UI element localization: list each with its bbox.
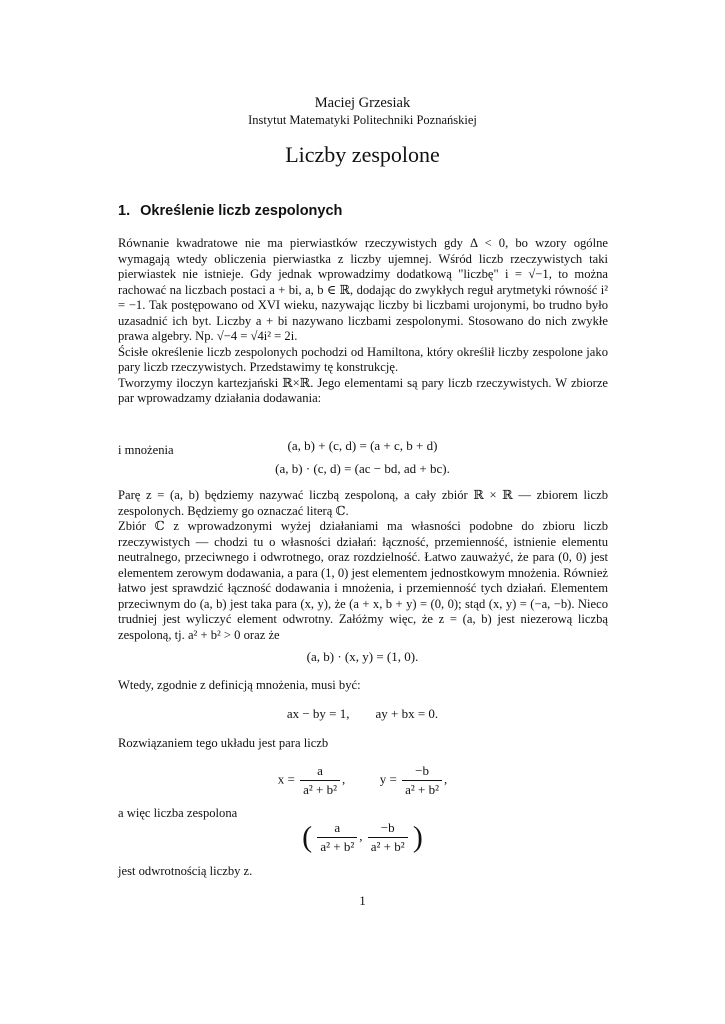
solution-separator: ,	[342, 771, 346, 787]
pair-comma: ,	[359, 828, 363, 844]
paren-close: )	[412, 820, 423, 854]
paragraph-properties: Parę z = (a, b) będziemy nazywać liczbą zespoloną, a cały zbiór ℝ × ℝ — zbiorem liczb zespolonych. Będziemy go oznaczać literą ℂ. Zbiór ℂ z wprowadzonymi wyżej działaniami ma własności podobne do zbioru liczb rzeczywistych — chodzi tu o własności działań: łączność, przemienność, istnienie elementu neutralnego, przeciwnego i odwrotnego, oraz rozdzielność. Łatwo zauważyć, że para (0, 0) jest elementem zerowym dodawania, a para (1, 0) jest elementem jednostkowym mnożenia. Również łatwo jest sprawdzić łączność dodawania i mnożenia, i przemienność tych działań. Elementem przeciwnym do (a, b) jest taka para (x, y), że (a + x, b + y) = (0, 0); stąd (x, y) = (−a, −b). Nieco trudniej jest wyliczyć element odwrotny. Załóżmy więc, że z = (a, b) jest niezerową liczbą zespoloną, tj. a² + b² > 0 oraz że	[118, 488, 608, 642]
fraction-denominator: a² + b²	[320, 839, 355, 854]
equation-inverse-pair	[0, 820, 725, 855]
fraction-denominator: a² + b²	[405, 782, 439, 797]
paragraph-intro: Równanie kwadratowe nie ma pierwiastków rzeczywistych gdy Δ < 0, bo wzory ogólne wymagają wtedy obliczenia pierwiastka z liczby ujemnej. Wśród liczb rzeczywistych taki pierwiastek nie istnieje. Gdy jednak wprowadzimy dodatkową "liczbę" i = √−1, to można rachować na liczbach postaci a + bi, a, b ∈ ℝ, dodając do zwykłych reguł arytmetyki równość i² = −1. Tak postępowano od XVI wieku, nazywając liczby bi liczbami urojonymi, bo trudno było uzasadnić ich byt. Liczby a + bi nazywano liczbami zespolonymi. Stosowano do nich zwykłe prawa algebry. Np. √−4 = √4i² = 2i. Ścisłe określenie liczb zespolonych pochodzi od Hamiltona, który określił liczby zespolone jako pary liczb rzeczywistych. Przedstawimy tę konstrukcję. Tworzymy iloczyn kartezjański ℝ×ℝ. Jego elementami są pary liczb rzeczywistych. W zbiorze par wprowadzamy działania dodawania:	[118, 236, 608, 405]
equation-multiplication: (a, b) · (c, d) = (ac − bd, ad + bc).	[275, 461, 450, 476]
paragraph-conclusion: jest odwrotnością liczby z.	[118, 864, 253, 878]
fraction-numerator: a	[300, 763, 340, 781]
equation-addition: (a, b) + (c, d) = (a + c, b + d)	[287, 438, 438, 453]
solution-x-fraction	[300, 763, 340, 798]
solution-y-lhs: y =	[379, 771, 397, 787]
author-name: Maciej Grzesiak	[314, 95, 411, 111]
fraction-numerator: a	[317, 820, 357, 838]
pair-fraction-1	[317, 820, 357, 855]
pair-fraction-2	[368, 820, 408, 855]
fraction-denominator: a² + b²	[303, 782, 337, 797]
equation-inverse-condition: (a, b) · (x, y) = (1, 0).	[306, 649, 419, 664]
paragraph-multiplication-label: i mnożenia	[118, 443, 174, 457]
solution-y-fraction	[402, 763, 442, 798]
paragraph-solution-intro: Rozwiązaniem tego układu jest para liczb	[118, 736, 329, 750]
fraction-denominator: a² + b²	[370, 839, 405, 854]
page-number: 1	[359, 893, 366, 908]
paragraph-definition-result: Wtedy, zgodnie z definicją mnożenia, musi być:	[118, 678, 361, 692]
equation-system: ax − by = 1, ay + bx = 0.	[286, 706, 439, 721]
paren-open: (	[302, 820, 313, 854]
fraction-numerator: −b	[402, 763, 442, 781]
paragraph-complex-number-intro: a więc liczba zespolona	[118, 806, 238, 820]
fraction-numerator: −b	[368, 820, 408, 838]
document-title: Liczby zespolone	[285, 142, 440, 167]
section-number: 1.	[118, 203, 131, 219]
section-title: Określenie liczb zespolonych	[140, 203, 343, 219]
section-heading	[118, 203, 342, 219]
solution-end-comma: ,	[444, 771, 448, 787]
solution-x-lhs: x =	[277, 771, 295, 787]
equation-solution	[0, 763, 725, 798]
author-affiliation: Instytut Matematyki Politechniki Poznańskiej	[248, 113, 477, 127]
